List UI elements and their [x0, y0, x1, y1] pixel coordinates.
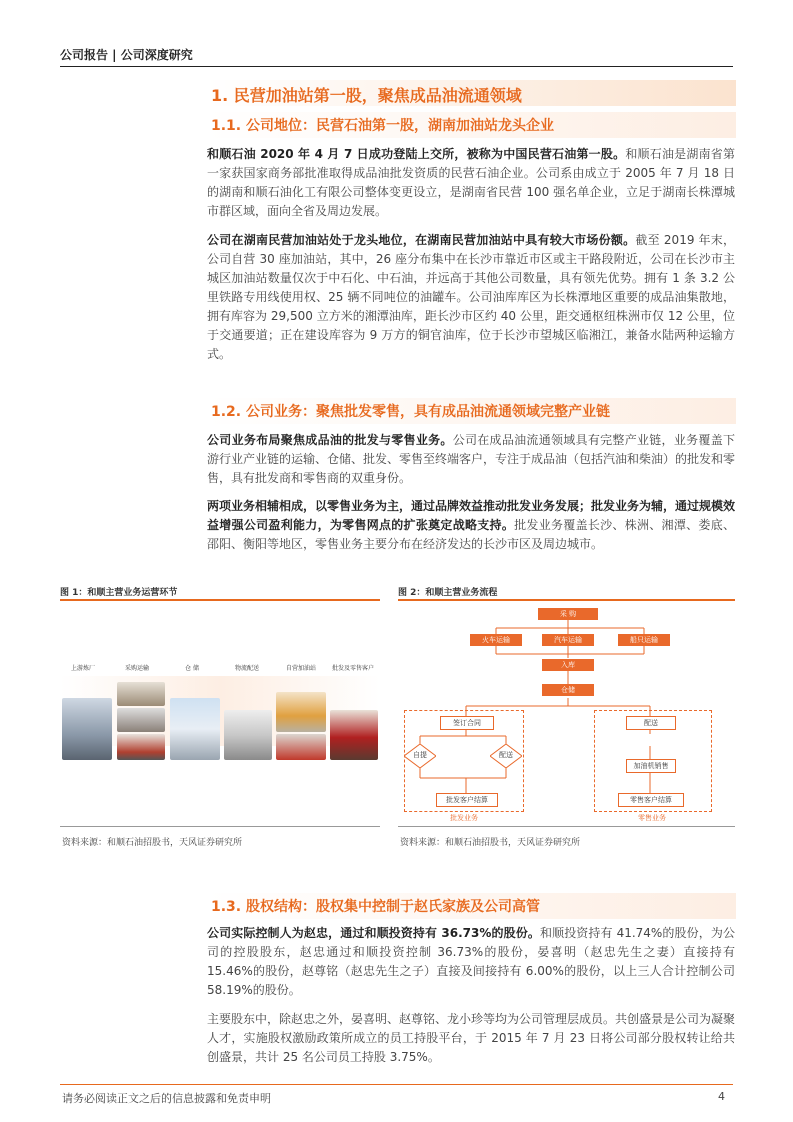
- refinery-photo: [62, 698, 112, 760]
- report-header: 公司报告 | 公司深度研究: [60, 48, 193, 62]
- section-1-1-para-2: [207, 231, 735, 364]
- station-sale-box: 加油机销售: [626, 759, 676, 773]
- para-body: 批发业务覆盖长沙、株洲、湘潭、娄底、邵阳、衡阳等地区，零售业务主要分布在经济发达的长沙市区及周边城市。: [207, 518, 735, 551]
- stage-label: 自营加油站: [285, 665, 316, 672]
- para-body: 截至 2019 年末，公司自营 30 座加油站，其中，26 座分布集中在长沙市靠近市区或主干路段附近，公司在长沙市主城区加油站数量仅次于中石化、中石油，并远高于其他公司数量，具有领先优势。拥有 1 条 3.2 公里铁路专用线使用权、25 辆不同吨位的油罐车。公司油库库区为长株潭地区重要的成品油集散地，拥有库容为 29,500 立方米的湘潭油库，距长沙市区约 40 公里，距交通枢纽株洲市仅 12 公里，位于交通要道；正在建设库容为 9 万方的铜官油库，位于长沙市望城区临湘江，兼备水陆两种运输方式。: [207, 233, 735, 361]
- header-divider: [60, 66, 733, 67]
- figure-1-source: 资料来源：和顺石油招股书，天风证券研究所: [62, 838, 243, 848]
- para-body: 和顺投资持有 41.74%的股份，为公司的控股股东，赵忠通过和顺投资控制 36.73%的股份，晏喜明（赵忠先生之妻）直接持有 15.46%的股份，赵尊铭（赵忠先生之子）直接及间接持有 6.00%的股份，以上三人合计控制公司 58.19%的股份。: [207, 926, 735, 997]
- stage-label: 仓 储: [185, 665, 199, 672]
- para-body: 公司在成品油流通领域具有完整产业链，业务覆盖下游行业产业链的运输、仓储、批发、零售至终端客户，专注于成品油（包括汽油和柴油）的批发和零售，具有批发商和零售商的双重身份。: [207, 433, 736, 485]
- rail-photo: [117, 682, 165, 706]
- section-1-2-para-1: [207, 431, 735, 488]
- retail-settle-box: 零售客户结算: [618, 793, 684, 807]
- stage-label: 批发及零售客户: [331, 665, 374, 672]
- retail-label: 零售业务: [638, 814, 666, 822]
- para-lead: 公司实际控制人为赵忠，通过和顺投资持有 36.73%的股份。: [207, 926, 540, 940]
- logistics-photo: [224, 710, 272, 760]
- section-1-title: 1. 民营加油站第一股，聚焦成品油流通领域: [207, 80, 736, 106]
- figure-1-bottom-rule: [60, 826, 380, 827]
- truck-photo: [117, 734, 165, 760]
- section-1-1-para-1: [207, 145, 735, 221]
- wholesale-settle-box: 批发客户结算: [436, 793, 498, 807]
- self-pickup-label: 自提: [413, 751, 427, 759]
- storage-photo: [170, 698, 220, 760]
- figure-2-flowchart: [398, 602, 735, 824]
- wholesale-label: 批发业务: [450, 814, 478, 822]
- footer-disclaimer: 请务必阅读正文之后的信息披露和免责申明: [62, 1092, 271, 1105]
- figure-1-image: [60, 640, 380, 770]
- para-body: 和顺石油是湖南省第一家获国家商务部批准取得成品油批发资质的民营石油企业。公司系由成立于 2005 年 7 月 18 日的湖南和顺石油化工有限公司整体变更设立，是湖南省民营 100 强名单企业，立足于湖南长株潭城市群区域，面向全省及周边发展。: [207, 147, 735, 218]
- para-lead: 两项业务相辅相成，以零售业务为主，通过品牌效益推动批发业务发展；批发业务为辅，通过规模效益增强公司盈利能力，为零售网点的扩张奠定战略支持。: [207, 499, 736, 532]
- page-number: 4: [718, 1090, 725, 1103]
- section-1-2-para-2: [207, 497, 735, 554]
- delivery-diamond: [490, 744, 522, 768]
- section-1-1-title: 1.1. 公司地位：民营石油第一股，湖南加油站龙头企业: [207, 112, 736, 138]
- para-lead: 公司在湖南民营加油站处于龙头地位，在湖南民营加油站中具有较大市场份额。: [207, 233, 636, 247]
- station-photo-2: [276, 734, 326, 760]
- stage-label: 上游炼厂: [70, 665, 95, 672]
- footer-divider: [60, 1084, 733, 1085]
- figure-1-title: 图 1：和顺主营业务运营环节: [60, 588, 178, 598]
- inbound-box: 入库: [542, 659, 594, 671]
- purchase-box: 采 购: [538, 608, 598, 620]
- ship-photo: [117, 708, 165, 732]
- storage-box: 仓储: [542, 684, 594, 696]
- figure-2-source: 资料来源：和顺石油招股书，天风证券研究所: [400, 838, 581, 848]
- para-lead: 和顺石油 2020 年 4 月 7 日成功登陆上交所，被称为中国民营石油第一股。: [207, 147, 626, 161]
- section-1-3-title: 1.3. 股权结构：股权集中控制于赵氏家族及公司高管: [207, 893, 736, 919]
- customer-photo: [330, 710, 378, 760]
- truck-transport-box: 汽车运输: [542, 634, 594, 646]
- station-photo: [276, 692, 326, 732]
- self-pickup-diamond: [404, 744, 436, 768]
- section-1-2-title: 1.2. 公司业务：聚焦批发零售，具有成品油流通领域完整产业链: [207, 398, 736, 424]
- stage-label: 采购运输: [124, 665, 149, 672]
- section-1-3-para-1: [207, 924, 735, 1000]
- section-1-3-para-2: 主要股东中，除赵忠之外，晏喜明、赵尊铭、龙小珍等均为公司管理层成员。共创盛景是公司为凝聚人才，实施股权激励政策所成立的员工持股平台，于 2015 年 7 月 23 日将公司部分股权转让给共创盛景，共计 25 名公司员工持股 3.75%。: [207, 1012, 736, 1064]
- figure-2-bottom-rule: [398, 826, 735, 827]
- stage-label: 物流配送: [234, 665, 259, 672]
- ship-transport-box: 船只运输: [618, 634, 670, 646]
- figure-2-title: 图 2：和顺主营业务流程: [398, 588, 498, 598]
- figure-2-top-rule: [398, 599, 735, 601]
- delivery-label: 配送: [499, 751, 513, 759]
- retail-delivery-box: 配送: [626, 716, 676, 730]
- rail-transport-box: 火车运输: [470, 634, 522, 646]
- sign-contract-box: 签订合同: [440, 716, 494, 730]
- para-lead: 公司业务布局聚焦成品油的批发与零售业务。: [207, 433, 453, 447]
- figure-1-top-rule: [60, 599, 380, 601]
